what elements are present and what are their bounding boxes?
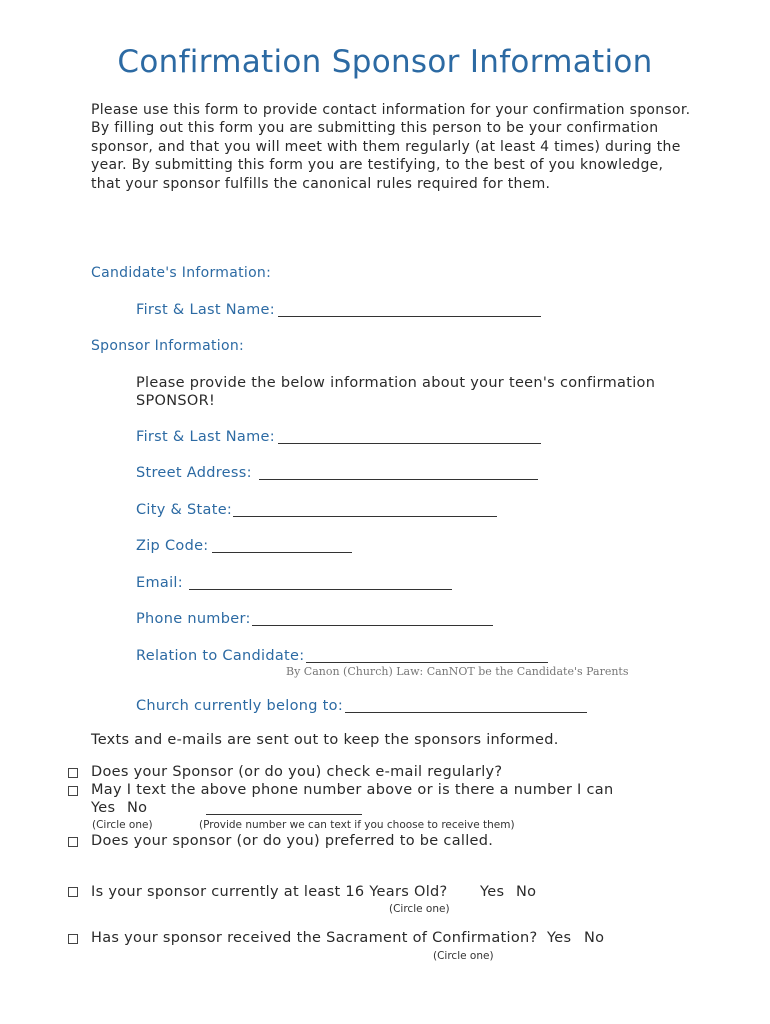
phone-field[interactable]: [252, 625, 493, 626]
q5-checkbox[interactable]: [68, 934, 78, 944]
phone-label: Phone number:: [136, 611, 251, 627]
q4-yes-option[interactable]: Yes: [480, 884, 505, 900]
q5-no-option[interactable]: No: [584, 930, 605, 946]
relation-field[interactable]: [306, 662, 548, 663]
q2-yes-option[interactable]: Yes: [91, 800, 116, 816]
city-state-label: City & State:: [136, 502, 233, 518]
candidate-name-label: First & Last Name:: [136, 302, 275, 318]
q4-circle-one: (Circle one): [389, 903, 450, 915]
q2-text: May I text the above phone number above or is there a number I can: [91, 782, 614, 798]
q2-no-option[interactable]: No: [127, 800, 148, 816]
sponsor-instruction-line1: Please provide the below information about your teen's confirmation: [136, 375, 656, 391]
q1-text: Does your Sponsor (or do you) check e-mail regularly?: [91, 764, 503, 780]
q3-checkbox[interactable]: [68, 837, 78, 847]
q2-alt-number-field[interactable]: [206, 814, 362, 815]
street-address-field[interactable]: [259, 479, 538, 480]
q4-text: Is your sponsor currently at least 16 Years Old?: [91, 884, 448, 900]
texts-note: Texts and e-mails are sent out to keep the sponsors informed.: [91, 732, 559, 748]
q2-provide-number-note: (Provide number we can text if you choose to receive them): [199, 819, 515, 831]
q3-text: Does your sponsor (or do you) preferred to be called.: [91, 833, 494, 849]
email-label: Email:: [136, 575, 183, 591]
sponsor-section-heading: Sponsor Information:: [91, 338, 245, 354]
q5-yes-option[interactable]: Yes: [547, 930, 572, 946]
q4-checkbox[interactable]: [68, 887, 78, 897]
relation-label: Relation to Candidate:: [136, 648, 305, 664]
zip-code-label: Zip Code:: [136, 538, 209, 554]
q5-circle-one: (Circle one): [433, 950, 494, 962]
q1-checkbox[interactable]: [68, 768, 78, 778]
candidate-name-field[interactable]: [278, 316, 541, 317]
email-field[interactable]: [189, 589, 452, 590]
q5-text: Has your sponsor received the Sacrament of Confirmation?: [91, 930, 538, 946]
q2-circle-one: (Circle one): [92, 819, 153, 831]
zip-code-field[interactable]: [212, 552, 352, 553]
q4-no-option[interactable]: No: [516, 884, 537, 900]
candidate-section-heading: Candidate's Information:: [91, 265, 272, 281]
q2-checkbox[interactable]: [68, 786, 78, 796]
intro-paragraph: Please use this form to provide contact information for your confirmation sponsor. By filling out this form you are submitting this person to be your confirmation sponsor, and that you will meet with them regularly (at least 4 times) during the year. By submitting this form you are testifying, to the best of you knowledge, that your sponsor fulfills the canonical rules required for them.: [91, 102, 691, 192]
sponsor-name-label: First & Last Name:: [136, 429, 275, 445]
sponsor-instruction-line2: SPONSOR!: [136, 393, 216, 409]
sponsor-name-field[interactable]: [278, 443, 541, 444]
street-address-label: Street Address:: [136, 465, 252, 481]
city-state-field[interactable]: [233, 516, 497, 517]
church-field[interactable]: [345, 712, 587, 713]
relation-canon-note: By Canon (Church) Law: CanNOT be the Candidate's Parents: [286, 665, 629, 678]
page-title: Confirmation Sponsor Information: [117, 44, 653, 80]
church-label: Church currently belong to:: [136, 698, 344, 714]
